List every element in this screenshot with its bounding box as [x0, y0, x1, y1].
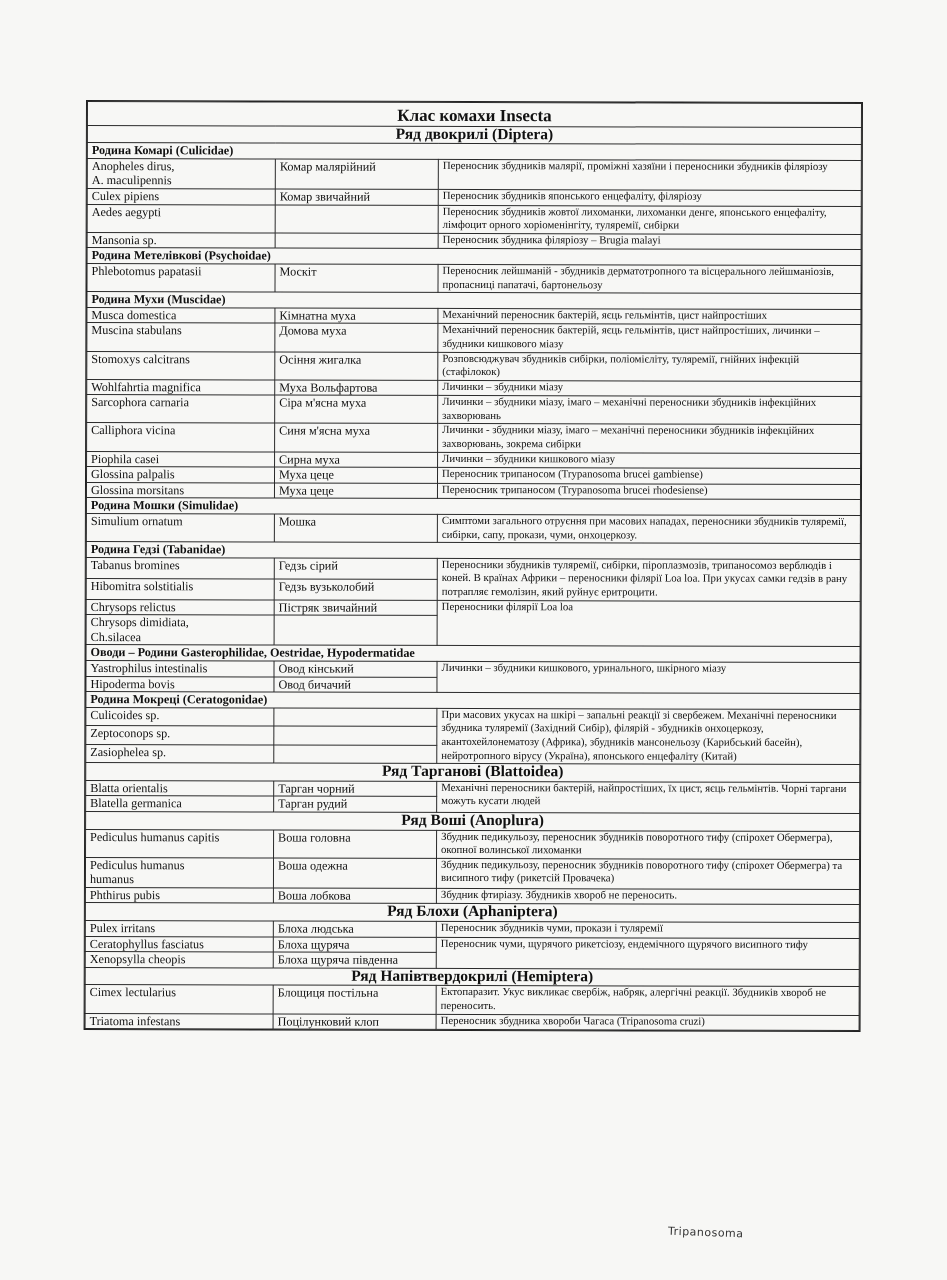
common-name-cell: Кімнатна муха [275, 308, 438, 324]
latin-name-cell [86, 796, 274, 812]
table-row [86, 707, 860, 727]
latin-name-cell [85, 887, 273, 903]
handwritten-note: Tripanosoma [667, 1224, 744, 1241]
table-row [85, 857, 859, 889]
latin-name: Mansonia sp. [91, 232, 157, 247]
table-row [85, 1013, 859, 1031]
common-name-cell: Муха цеце [274, 467, 437, 483]
common-name-cell: Тарган чорний [274, 781, 437, 797]
description-cell: Личинки – збудники кишкового, уринального, шкірного міазу [437, 661, 860, 693]
latin-name-cell [87, 323, 275, 352]
latin-name-cell [86, 599, 274, 615]
order-heading: Ряд Блохи (Aphaniptera) [85, 903, 859, 923]
latin-name-cell [85, 985, 273, 1014]
latin-name: Musca domestica [91, 307, 177, 322]
latin-name: Glossina palpalis [91, 467, 175, 482]
table-row [87, 204, 861, 234]
common-name-cell [274, 615, 437, 646]
common-name-cell: Гедзь вузьколобий [274, 579, 437, 600]
latin-name: Pediculus humanus [89, 857, 185, 872]
table-row [87, 158, 861, 190]
latin-name-cell [87, 307, 275, 323]
latin-name: Pulex irritans [89, 921, 156, 936]
family-heading-row [87, 292, 861, 310]
table-row [87, 263, 861, 293]
common-name-cell: Гедзь сірий [274, 558, 437, 579]
family-heading-row [86, 498, 860, 516]
common-name-cell: Поцілунковий клоп [273, 1014, 436, 1030]
table-row [86, 557, 860, 580]
document-title-row [87, 102, 861, 128]
latin-name-cell [85, 936, 273, 952]
description-cell: Збудник фтиріазу. Збудників хвороб не переносить. [436, 888, 859, 905]
common-name-cell [274, 726, 437, 745]
latin-name-cell [86, 615, 274, 646]
description-cell: Личинки - збудники міазу, імаго – механічні переносники збудників інфекційних захворювань, зокрема сибірки [438, 424, 861, 453]
description-cell: Личинки – збудники міазу [438, 380, 861, 397]
document-title: Клас комахи Insecta [87, 102, 861, 128]
latin-name-cell [86, 829, 274, 858]
family-heading-row [87, 248, 861, 266]
common-name-cell: Мошка [274, 514, 437, 543]
family-heading: Родина Комарі (Culicidae) [87, 143, 861, 161]
latin-name: Ceratophyllus fasciatus [89, 936, 204, 951]
common-name-cell: Домова муха [275, 323, 438, 352]
table-row [87, 323, 861, 353]
latin-name-cell [86, 482, 274, 498]
latin-name: Aedes aegypti [91, 204, 162, 219]
description-cell: Переносник збудників японського енцефаліту, філяріозу [438, 189, 861, 206]
latin-name-cell [87, 204, 275, 233]
description-cell: Збудник педикульозу, переносник збудників поворотного тифу (спірохет Обермегра), окопної волинської лихоманки [437, 830, 860, 859]
latin-name: Chrysops relictus [90, 599, 176, 614]
latin-name: Hipoderma bovis [90, 676, 175, 691]
latin-name-cell [85, 1013, 273, 1029]
description-cell: Переносник трипаносом (Trypanosoma brucei rhodesiense) [437, 483, 860, 500]
description-cell: Збудник педикульозу, переносник збудників поворотного тифу (спірохет Обермегра) та висипного тифу (рикетсій Провачека) [436, 858, 859, 889]
description-cell: При масових укусах на шкірі – запальні реакції зі свербежем. Механічні переносники збудника туляремії (Західний Сибір), філярій - збудників онхоцеркозу, акантохейлонематозу (Африка), збудників мансонельозу (Карибський басейн), нейротропного вірусу (Україна), японського енцефаліту (Китай) [437, 708, 860, 764]
latin-name: Chrysops dimidiata, [90, 615, 189, 630]
latin-name: Yastrophilus intestinalis [90, 660, 208, 676]
description-cell: Переносник збудників жовтої лихоманки, лихоманки денге, японського енцефаліту, лімфоцит орного хоріоменінгіту, туляремії, сибірки [438, 205, 861, 234]
table-row [85, 936, 859, 954]
latin-name: Pediculus humanus capitis [90, 829, 220, 844]
common-name-cell [274, 745, 437, 764]
common-name-cell: Воша лобкова [273, 888, 436, 904]
latin-name: Hibomitra solstitialis [90, 578, 194, 593]
common-name-cell: Воша одежна [273, 858, 436, 889]
family-heading: Родина Гедзі (Tabanidae) [86, 542, 860, 560]
family-heading: Родина Мокреці (Ceratogonidae) [86, 692, 860, 710]
latin-name-cell [87, 395, 275, 424]
latin-name: Zeptoconops sp. [90, 726, 171, 741]
order-heading: Ряд Напівтвердокрилі (Hemiptera) [85, 967, 859, 987]
common-name-cell: Воша головна [274, 829, 437, 858]
order-heading: Ряд Тарганові (Blattoidea) [86, 763, 860, 783]
latin-name: Zasiophelea sp. [90, 744, 167, 759]
order-heading: Ряд Воші (Anoplura) [86, 811, 860, 831]
description-cell: Механічні переносники бактерій, найпростіших, їх цист, яєць гельмінтів. Чорні таргани можуть кусати людей [437, 781, 860, 813]
latin-name-cell [86, 744, 274, 763]
latin-name: Cimex lectularius [89, 985, 176, 1000]
common-name-cell: Блоха людська [273, 921, 436, 937]
description-cell: Розповсюджувач збудників сибірки, поліомієліту, туляремії, гнійних інфекцій (стафілокок) [438, 352, 861, 381]
description-cell: Личинки – збудники міазу, імаго – механічні переносники збудників інфекційних захворювань [438, 396, 861, 425]
latin-name-cell [86, 726, 274, 745]
order-heading-row [85, 903, 859, 923]
table-row [87, 395, 861, 425]
latin-name-cell [87, 232, 275, 248]
common-name-cell: Комар звичайний [275, 189, 438, 205]
description-cell: Переносник збудника хвороби Чагаса (Tripanosoma cruzi) [436, 1014, 859, 1031]
common-name-cell: Пістряк звичайний [274, 600, 437, 616]
common-name-cell: Блощиця постільна [273, 985, 436, 1014]
order-heading-row [87, 125, 861, 145]
latin-name-cell [85, 952, 273, 968]
description-cell: Переносник лейшманій - збудників дерматотропного та вісцерального лейшманіозів, пропасниці папатачі, бартонельозу [438, 264, 861, 293]
common-name-cell: Овод бичачий [274, 677, 437, 693]
description-cell: Личинки – збудники кишкового міазу [438, 452, 861, 469]
table-row [86, 514, 860, 544]
latin-name-cell [85, 857, 273, 888]
latin-name-cell [87, 263, 275, 292]
common-name-cell [274, 708, 437, 727]
family-heading-row [86, 542, 860, 560]
common-name-cell: Овод кінський [274, 661, 437, 677]
latin-name-cell [87, 188, 275, 204]
insect-table [85, 101, 862, 1031]
order-heading: Ряд двокрилі (Diptera) [87, 125, 861, 145]
latin-name: Wohlfahrtia magnifica [91, 379, 201, 394]
table-row [85, 985, 859, 1015]
latin-name-cell [87, 451, 275, 467]
table-row [87, 351, 861, 381]
common-name-cell: Синя м'ясна муха [275, 423, 438, 452]
latin-name: Phlebotomus papatasii [91, 263, 202, 279]
description-cell: Переносники збудників туляремії, сибірки, піроплазмозів, трипаносомоз верблюдів і коней. В країнах Африки – переносники філярії Loa loa. При укусах самки гедзів в рану потрапляє гемолізин, який руйнує еритроцити. [437, 558, 860, 601]
latin-name-cell [86, 514, 274, 543]
description-cell: Переносник трипаносом (Trypanosoma brucei gambiense) [437, 468, 860, 485]
order-heading-row [86, 763, 860, 783]
order-heading-row [85, 967, 859, 987]
latin-name-cell [86, 676, 274, 692]
description-cell: Переносник збудників малярії, проміжні хазяїни і переносники збудників філяріозу [438, 159, 861, 190]
common-name-cell: Тарган рудий [274, 796, 437, 812]
latin-name-cell [87, 351, 275, 380]
family-heading-row [86, 645, 860, 663]
family-heading: Родина Метелівкові (Psychoidae) [87, 248, 861, 266]
family-heading: Родина Мухи (Muscidae) [87, 292, 861, 310]
latin-name-cell [86, 660, 274, 676]
description-cell: Переносник збудників чуми, прокази і туляремії [436, 921, 859, 938]
latin-name: Blatella germanica [90, 796, 182, 811]
latin-name: Calliphora vicina [91, 423, 176, 438]
latin-name: Glossina morsitans [90, 482, 185, 498]
common-name-cell: Сіра м'ясна муха [275, 395, 438, 424]
latin-name: Phthirus pubis [89, 887, 161, 903]
latin-name: Culicoides sp. [90, 707, 160, 722]
latin-name: Muscina stabulans [91, 323, 182, 338]
common-name-cell: Осіння жигалка [275, 351, 438, 380]
description-cell: Механічний переносник бактерій, яєць гельмінтів, цист найпростіших [438, 308, 861, 325]
description-cell: Механічний переносник бактерій, яєць гельмінтів, цист найпростіших, личинки – збудники кишкового міазу [438, 324, 861, 353]
table-row [86, 829, 860, 859]
latin-name: Blatta orientalis [90, 780, 168, 795]
common-name-cell: Сирна муха [275, 452, 438, 468]
latin-name: Piophila casei [91, 451, 160, 466]
common-name-cell: Москіт [275, 264, 438, 293]
latin-name-cell [86, 780, 274, 796]
family-heading: Родина Мошки (Simulidae) [86, 498, 860, 516]
latin-name-cell [86, 578, 274, 599]
description-cell: Ектопаразит. Укус викликає свербіж, набряк, алергічні реакції. Збудників хвороб не переносить. [436, 986, 859, 1015]
common-name-cell [275, 205, 438, 234]
document-sheet [84, 100, 863, 1032]
latin-name: Simulium ornatum [90, 514, 183, 529]
table-row [86, 660, 860, 678]
family-heading: Оводи – Родини Gasterophilidae, Oestridae, Hypodermatidae [86, 645, 860, 663]
description-cell: Переносник збудника філяріозу – Brugia malayi [438, 233, 861, 250]
latin-name-cell [87, 423, 275, 452]
family-heading-row [86, 692, 860, 710]
common-name-cell: Комар малярійний [275, 159, 438, 190]
latin-name: Stomoxys calcitrans [91, 351, 190, 366]
latin-name: Anopheles dirus, [91, 158, 175, 174]
family-heading-row [87, 143, 861, 161]
latin-name: Ch.silacea [90, 629, 142, 644]
description-cell: Переносник чуми, щурячого рикетсіозу, ендемічного щурячого висипного тифу [436, 937, 859, 969]
common-name-cell: Блоха щуряча південна [273, 952, 436, 968]
order-heading-row [86, 811, 860, 831]
latin-name: humanus [89, 872, 134, 887]
latin-name: Xenopsylla cheopis [89, 952, 186, 967]
latin-name: Tabanus bromines [90, 557, 180, 573]
table-row [87, 423, 861, 453]
common-name-cell [275, 233, 438, 249]
latin-name-cell [87, 158, 275, 189]
common-name-cell: Блоха щуряча [273, 937, 436, 953]
latin-name: Sarcophora carnaria [91, 395, 190, 410]
latin-name: Triatoma infestans [89, 1013, 181, 1028]
latin-name: A. maculipennis [91, 173, 172, 188]
latin-name-cell [86, 707, 274, 726]
latin-name-cell [86, 467, 274, 483]
latin-name: Culex pipiens [91, 188, 160, 204]
latin-name-cell [87, 379, 275, 395]
common-name-cell: Муха Вольфартова [275, 380, 438, 396]
description-cell: Переносники філярії Loa loa [437, 600, 860, 647]
description-cell: Симптоми загального отруєння при масових нападах, переносники збудників туляремії, сибірки, сапу, прокази, чуми, онхоцеркозу. [437, 514, 860, 543]
latin-name-cell [86, 557, 274, 578]
latin-name-cell [85, 921, 273, 937]
common-name-cell: Муха цеце [274, 483, 437, 499]
